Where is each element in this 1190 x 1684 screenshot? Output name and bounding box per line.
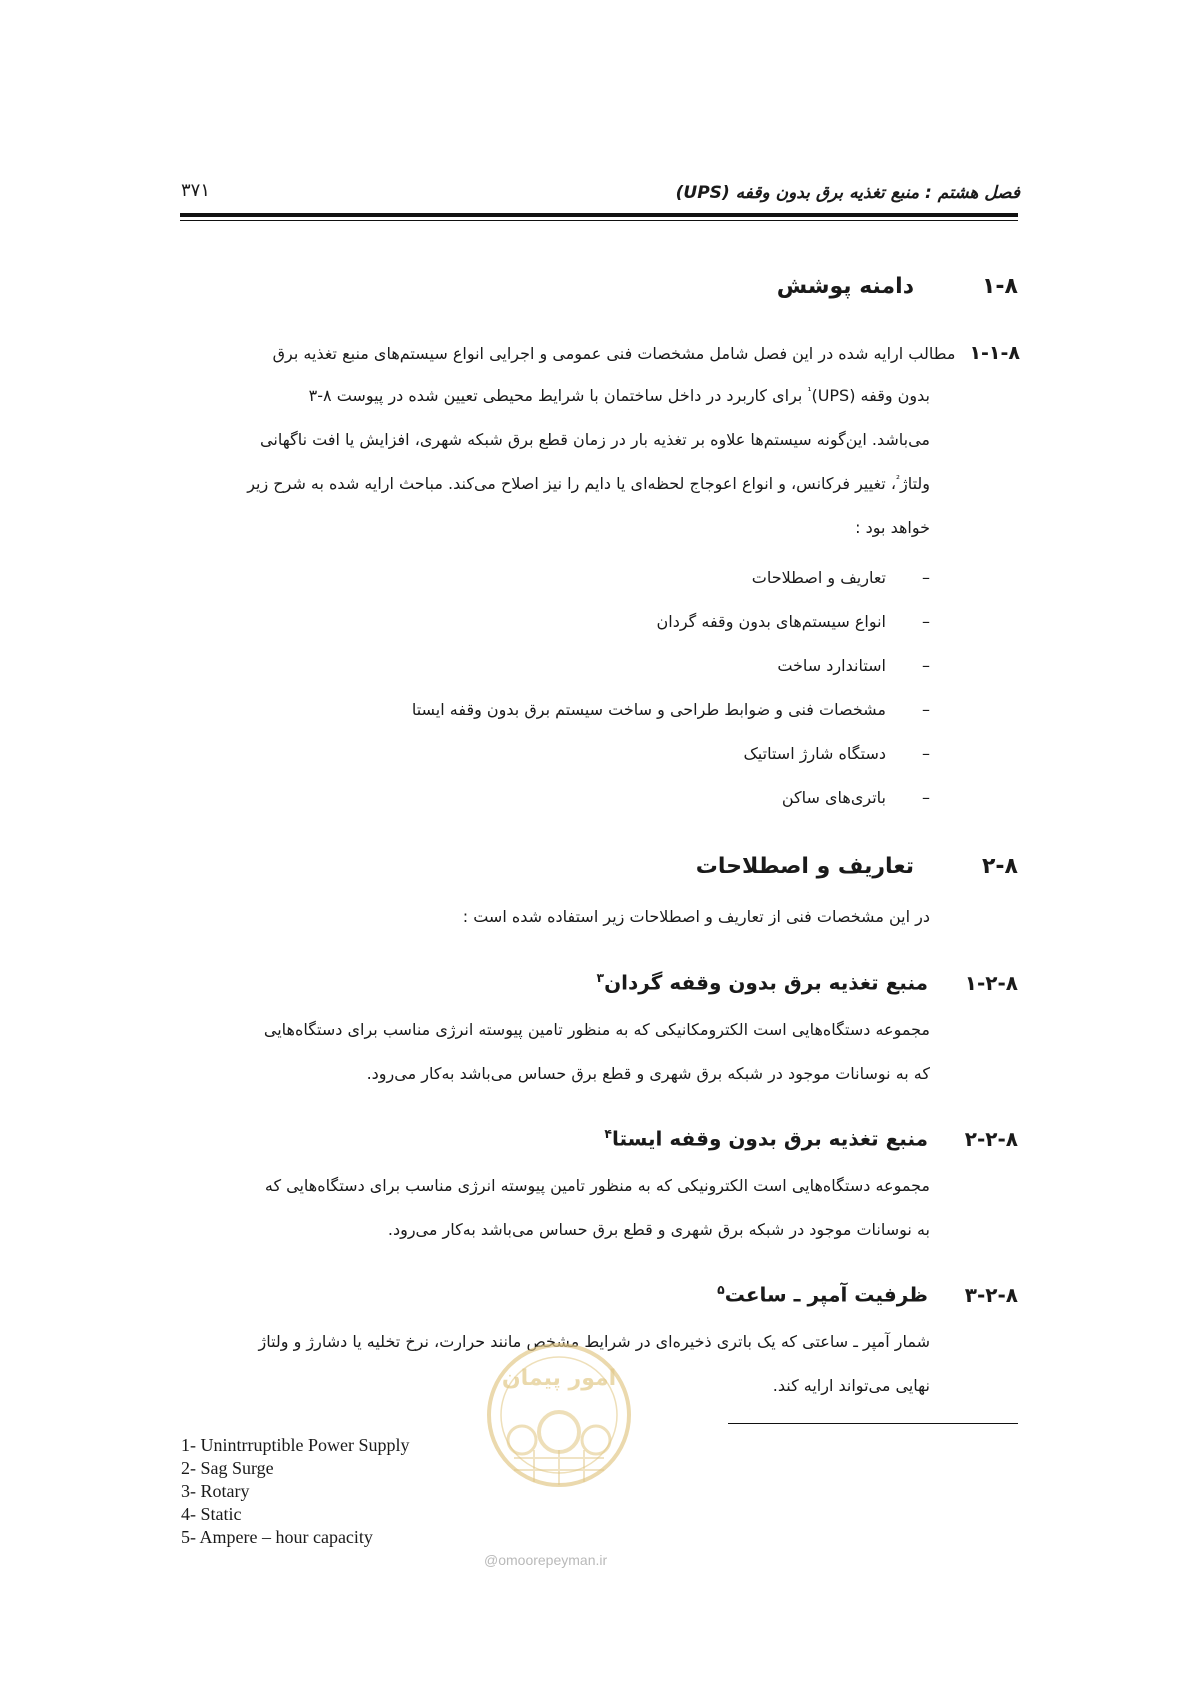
definition-heading-1: ۱-۲-۸منبع تغذیه برق بدون وقفه گردان$^۳$ bbox=[596, 970, 1018, 995]
section-title: تعاریف و اصطلاحات bbox=[695, 854, 914, 879]
list-item: –مشخصات فنی و ضوابط طراحی و ساخت سیستم برق بدون وقفه ایستا bbox=[411, 700, 930, 719]
page-number: ۳۷۱ bbox=[181, 180, 211, 201]
footnote-ref: ¹ bbox=[807, 386, 812, 398]
paragraph-line: ، تغییر فرکانس، و انواع اعوجاج لحظه‌ای یا دایم را نیز اصلاح می‌کند. مباحث ارایه شده به شرح زیر bbox=[247, 474, 896, 493]
section-number: ۲-۸ bbox=[982, 854, 1018, 879]
running-header-title: فصل هشتم : منبع تغذیه برق بدون وقفه (UPS) bbox=[675, 183, 1020, 203]
footnote-item: 5- Ampere – hour capacity bbox=[181, 1527, 373, 1547]
footnote-ref: ۳ bbox=[596, 970, 605, 985]
list-item: –تعاریف و اصطلاحات bbox=[751, 568, 930, 587]
footnote-item: 2- Sag Surge bbox=[181, 1458, 274, 1478]
header-rule-thick bbox=[180, 213, 1018, 217]
footnote-item: 3- Rotary bbox=[181, 1481, 250, 1501]
paragraph-line: خواهد بود : bbox=[855, 518, 930, 537]
list-item: –استاندارد ساخت bbox=[777, 656, 930, 675]
watermark-text: @omoorepeyman.ir bbox=[484, 1552, 608, 1568]
section-intro: در این مشخصات فنی از تعاریف و اصطلاحات زیر استفاده شده است : bbox=[462, 907, 930, 926]
paragraph-line: برای کاربرد در داخل ساختمان با شرایط محیطی تعیین شده در پیوست ۸-۳ bbox=[308, 386, 808, 405]
footnote-ref: ² bbox=[895, 474, 900, 486]
definition-text: مجموعه دستگاه‌هایی است الکترومکانیکی که به منظور تامین پیوسته انرژی مناسب برای دستگاه‌هایی bbox=[263, 1020, 930, 1039]
footnote-ref: ۵ bbox=[717, 1282, 725, 1297]
definition-text: که به نوسانات موجود در شبکه برق شهری و قطع برق حساس می‌باشد به‌کار می‌رود. bbox=[366, 1064, 930, 1083]
list-item: –باتری‌های ساکن bbox=[781, 788, 930, 807]
section-number: ۱-۸ bbox=[982, 274, 1018, 299]
list-item: –دستگاه شارژ استاتیک bbox=[743, 744, 930, 763]
list-item: –انواع سیستم‌های بدون وقفه گردان bbox=[656, 612, 930, 631]
footnote-item: 4- Static bbox=[181, 1504, 242, 1524]
paragraph-line: ولتاژ bbox=[899, 474, 930, 493]
footnote-item: 1- Unintrruptible Power Supply bbox=[181, 1435, 410, 1455]
paragraph-number: ۱-۱-۸ bbox=[969, 342, 1020, 364]
watermark-logo bbox=[484, 1340, 634, 1490]
definition-heading-3: ۳-۲-۸ظرفیت آمپر ـ ساعت$^۵$ bbox=[717, 1282, 1018, 1307]
definition-text: مجموعه دستگاه‌هایی است الکترونیکی که به منظور تامین پیوسته انرژی مناسب برای دستگاه‌هایی که bbox=[264, 1176, 930, 1195]
paragraph-line: مطالب ارایه شده در این فصل شامل مشخصات فنی عمومی و اجرایی انواع سیستم‌های منبع تغذیه برق bbox=[272, 344, 956, 363]
footnote-ref: ۴ bbox=[604, 1126, 612, 1141]
footnotes bbox=[181, 1434, 409, 1549]
section-title: دامنه پوشش bbox=[776, 274, 914, 299]
definition-text: نهایی می‌تواند ارایه کند. bbox=[772, 1376, 930, 1395]
paragraph-line: می‌باشد. این‌گونه سیستم‌ها علاوه بر تغذیه بار در زمان قطع برق شبکه شهری، افزایش یا افت ناگهانی bbox=[260, 430, 930, 449]
footnote-rule bbox=[728, 1423, 1018, 1424]
paragraph-line: بدون وقفه (UPS) bbox=[811, 386, 930, 405]
definition-heading-2: ۲-۲-۸منبع تغذیه برق بدون وقفه ایستا$^۴$ bbox=[604, 1126, 1018, 1151]
section-heading-1 bbox=[777, 274, 1018, 299]
section-heading-2 bbox=[696, 854, 1018, 879]
definition-text: شمار آمپر ـ ساعتی که یک باتری ذخیره‌ای در شرایط مشخص مانند حرارت، نرخ تخلیه یا دشارژ و ولتاژ bbox=[258, 1332, 930, 1351]
watermark-logo-text: امور پیمان bbox=[501, 1366, 617, 1391]
header-rule-thin bbox=[180, 220, 1018, 221]
definition-text: به نوسانات موجود در شبکه برق شهری و قطع برق حساس می‌باشد به‌کار می‌رود. bbox=[387, 1220, 930, 1239]
